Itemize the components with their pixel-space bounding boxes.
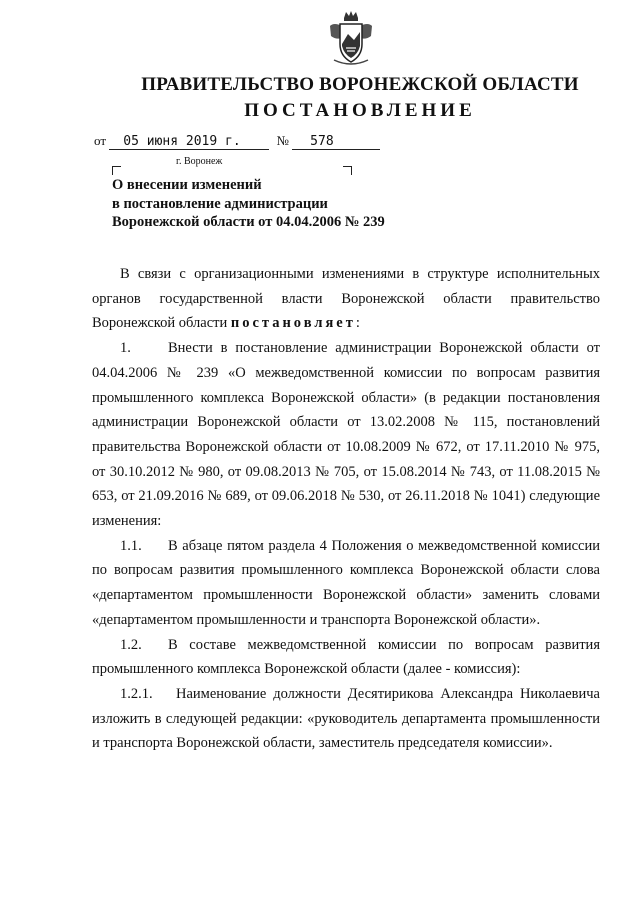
item-1-2-paragraph xyxy=(92,633,600,682)
government-name: ПРАВИТЕЛЬСТВО ВОРОНЕЖСКОЙ ОБЛАСТИ xyxy=(141,74,579,95)
item-1-2-text: В составе межведомственной комиссии по вопросам развития промышленного комплекса Воронежской области (далее - комиссия): xyxy=(92,636,600,678)
document-subject xyxy=(112,176,452,232)
city-label: г. Воронеж xyxy=(176,156,223,167)
bracket-left-corner xyxy=(112,166,121,175)
item-1-2-number: 1.2. xyxy=(120,636,142,653)
coat-of-arms-icon xyxy=(328,10,374,68)
item-1-1-number: 1.1. xyxy=(120,537,142,554)
item-1-2-1-number: 1.2.1. xyxy=(120,685,153,702)
item-1-1-text: В абзаце пятом раздела 4 Положения о межведомственной комиссии по вопросам развития промышленного комплекса Воронежской области слова «департаментом промышленности Воронежской области» заменить словами «департаментом промышленности и транспорта Воронежской области». xyxy=(92,537,600,628)
subject-line-1: О внесении изменений xyxy=(112,177,262,193)
subject-line-2: в постановление администрации xyxy=(112,195,328,212)
item-1-2-1-paragraph xyxy=(92,682,600,756)
item-1-1-paragraph xyxy=(92,534,600,633)
document-date xyxy=(109,134,269,150)
date-prefix: от xyxy=(94,133,107,148)
number-prefix: № xyxy=(276,133,289,148)
document-number xyxy=(292,134,380,150)
date-number-line xyxy=(94,133,380,150)
intro-text: В связи с организационными изменениями в структуре исполнительных органов государственной власти Воронежской области правительство Воронежской области xyxy=(92,266,600,332)
item-1-2-1-text: Наименование должности Десятирикова Александра Николаевича изложить в следующей редакции: «руководитель департамента промышленности и транспорта Воронежской области, заместитель председателя комиссии». xyxy=(92,685,600,752)
item-1-number: 1. xyxy=(120,340,131,357)
document-number-value: 578 xyxy=(310,134,334,149)
coat-of-arms-emblem xyxy=(328,10,374,68)
subject-line-3: Воронежской области от 04.04.2006 № 239 xyxy=(112,214,385,230)
item-1-paragraph xyxy=(92,336,600,534)
intro-paragraph xyxy=(92,262,600,336)
bracket-right-corner xyxy=(343,166,352,175)
document-date-value: 05 июня 2019 г. xyxy=(123,134,241,149)
item-1-text: Внести в постановление администрации Воронежской области от 04.04.2006 № 239 «О межведомственной комиссии по вопросам развития промышленного комплекса Воронежской области» (в редакции постановления администрации Воронежской области от 13.02.2008 № 115, постановлений правительства Воронежской области от 10.08.2009 № 672, от 17.11.2010 № 975, от 30.10.2012 № 980, от 09.08.2013 № 705, от 15.08.2014 № 743, от 11.08.2015 № 653, от 21.09.2016 № 689, от 09.06.2018 № 530, от 26.11.2018 № 1041) следующие изменения: xyxy=(92,340,600,530)
intro-action: постановляет xyxy=(230,315,356,332)
document-body xyxy=(92,262,600,756)
document-type: ПОСТАНОВЛЕНИЕ xyxy=(244,100,476,121)
intro-end: : xyxy=(355,315,360,332)
